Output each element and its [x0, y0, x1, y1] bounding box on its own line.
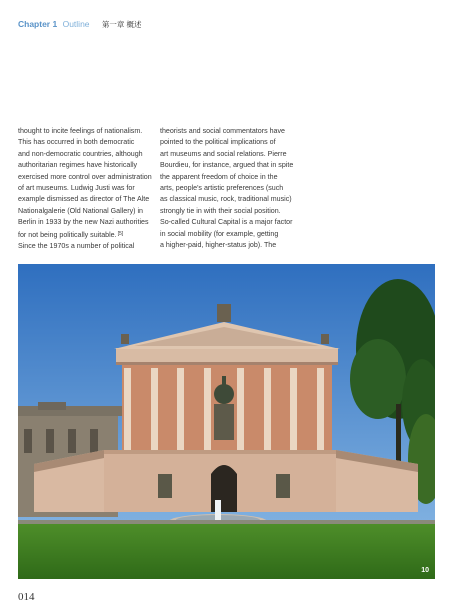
museum-photograph — [18, 264, 435, 579]
text-line: example dismissed as director of The Alte — [18, 195, 150, 204]
footnote-reference[interactable]: [5] — [117, 230, 124, 237]
text-line: arts, people's artistic preferences (such — [160, 184, 284, 193]
text-line: Berlin in 1933 by the new Nazi authorities — [18, 218, 149, 227]
text-column-left — [18, 126, 152, 252]
column — [204, 368, 211, 450]
text-line: theorists and social commentators have — [160, 127, 285, 135]
text-column-right — [160, 126, 294, 251]
text-line: This has occurred in both democratic — [18, 138, 135, 147]
column — [151, 368, 158, 450]
text-line: the apparent freedom of choice in the — [160, 172, 278, 181]
photo-number: 10 — [421, 567, 429, 574]
running-header — [18, 19, 142, 30]
text-line: So-called Cultural Capital is a major factor — [160, 218, 293, 227]
column — [317, 368, 324, 450]
column — [237, 368, 244, 450]
text-line: art museums and social relations. Pierre — [160, 149, 287, 158]
column — [124, 368, 131, 450]
text-line: authoritarian regimes have historically — [18, 161, 138, 170]
text-line: exercised more control over administration — [18, 172, 152, 181]
text-line: as classical music, rock, traditional music) — [160, 195, 292, 204]
text-line: thought to incite feelings of nationalism. — [18, 127, 143, 135]
text-line-with-ref — [18, 229, 152, 241]
text-line: and non-democratic countries, although — [18, 149, 143, 158]
text-line: Bourdieu, for instance, argued that in spite — [160, 161, 294, 170]
chapter-label: Chapter 1 — [18, 19, 58, 29]
text-line: a higher-paid, higher-status job). The — [160, 241, 277, 250]
lawn — [18, 522, 435, 579]
museum-illustration — [18, 264, 435, 579]
text-line: strongly tie in with their social position. — [160, 206, 281, 215]
text-line: Nationalgalerie (Old National Gallery) in — [18, 206, 143, 215]
text-line: in social mobility (for example, getting — [160, 229, 279, 238]
text-line: of art museums. Ludwig Justi was for — [18, 184, 135, 193]
column — [264, 368, 271, 450]
text-line: pointed to the political implications of — [160, 138, 276, 147]
text-line: Since the 1970s a number of political — [18, 242, 135, 251]
page-number: 014 — [18, 591, 35, 603]
column — [177, 368, 184, 450]
section-label: Outline — [62, 19, 90, 29]
text-line: for not being politically suitable. — [18, 230, 117, 239]
column — [290, 368, 297, 450]
chapter-label-cn: 第一章 概述 — [101, 20, 142, 29]
